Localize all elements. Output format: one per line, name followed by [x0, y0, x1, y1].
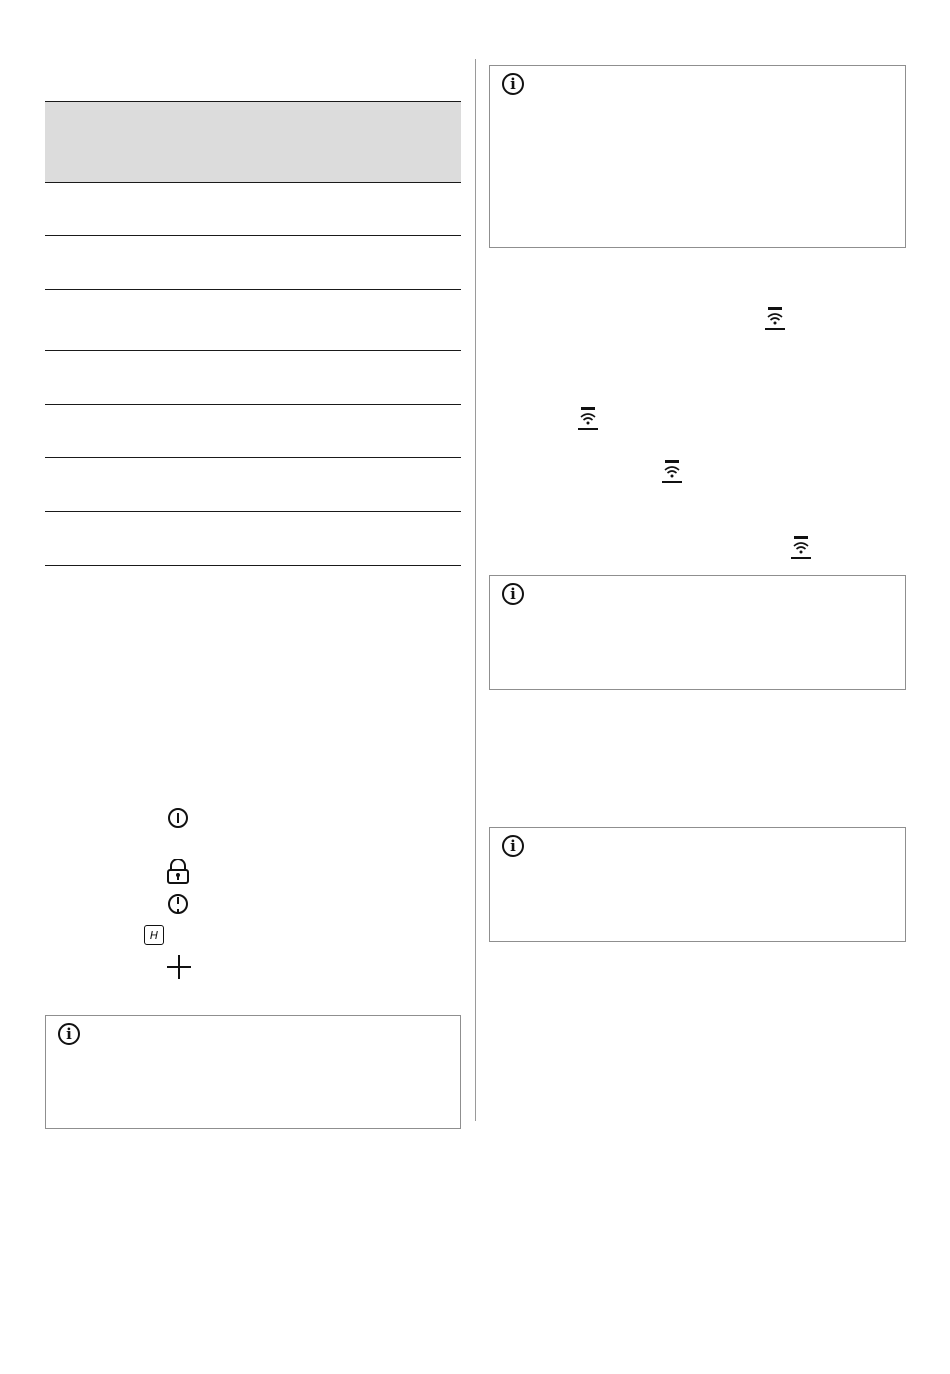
table-row-divider: [45, 457, 461, 458]
info-icon: i: [502, 583, 524, 605]
table-row-divider: [45, 350, 461, 351]
info-icon: i: [502, 73, 524, 95]
info-icon: i: [502, 835, 524, 857]
table-row-divider: [45, 289, 461, 290]
hood-connection-icon: [661, 459, 683, 485]
info-note: [489, 575, 906, 690]
info-note: [489, 827, 906, 942]
lock-icon: [166, 859, 190, 885]
hood-connection-icon: [577, 406, 599, 432]
info-icon: i: [58, 1023, 80, 1045]
table-row-divider: [45, 182, 461, 183]
table-row-divider: [45, 404, 461, 405]
hob2hood-icon: H: [144, 925, 164, 945]
hood-connection-icon: [790, 535, 812, 561]
table-bottom-rule: [45, 565, 461, 566]
info-note: [489, 65, 906, 248]
hood-connection-icon: [764, 306, 786, 332]
table-row-divider: [45, 511, 461, 512]
info-note: [45, 1015, 461, 1129]
table-header: [45, 101, 461, 182]
timer-icon: [168, 894, 188, 914]
plus-icon: [167, 955, 191, 979]
column-divider: [475, 59, 476, 1121]
table-row-divider: [45, 235, 461, 236]
power-icon: [168, 808, 188, 828]
